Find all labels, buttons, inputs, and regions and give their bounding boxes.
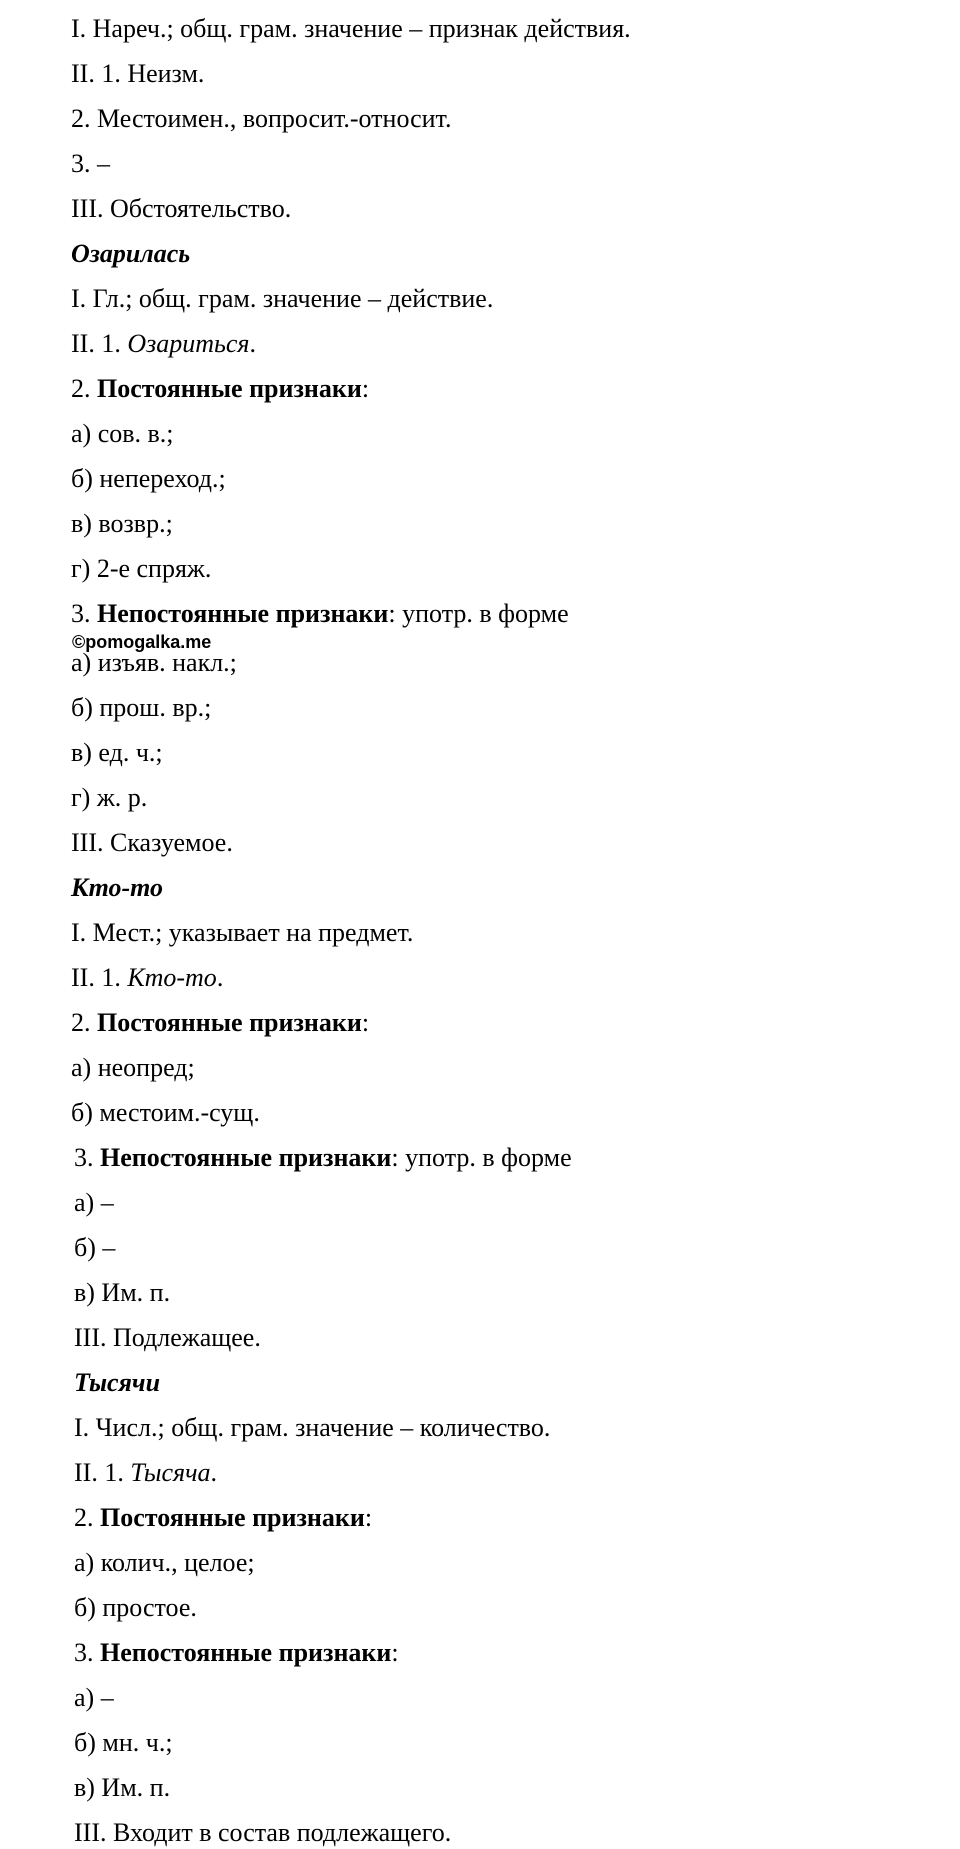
analysis-line: 3. –: [71, 149, 110, 178]
section-label: Постоянные признаки: [97, 1008, 362, 1037]
line-prefix: 2.: [71, 374, 97, 403]
analysis-line: б) мн. ч.;: [74, 1728, 173, 1757]
analysis-line: а) неопред;: [71, 1053, 195, 1082]
word-heading: Кто-то: [71, 873, 164, 902]
analysis-line: [74, 1143, 572, 1173]
analysis-line: I. Числ.; общ. грам. значение – количество.: [74, 1413, 551, 1442]
analysis-line: III. Сказуемое.: [71, 828, 233, 857]
analysis-line: а) колич., целое;: [74, 1548, 255, 1577]
analysis-line: III. Обстоятельство.: [71, 194, 292, 223]
analysis-line: I. Мест.; указывает на предмет.: [71, 918, 414, 947]
analysis-line: а) –: [74, 1683, 114, 1712]
analysis-line: [71, 1008, 369, 1038]
watermark: ©pomogalka.me: [72, 632, 212, 652]
analysis-line: а) изъяв. накл.;: [71, 648, 237, 677]
line-prefix: 2.: [71, 1008, 97, 1037]
analysis-line: а) –: [74, 1188, 114, 1217]
analysis-line: г) 2-е спряж.: [71, 554, 212, 583]
analysis-line: I. Нареч.; общ. грам. значение – признак действия.: [71, 14, 631, 43]
line-prefix: II. 1.: [71, 963, 128, 992]
analysis-line: б) простое.: [74, 1593, 197, 1622]
section-label: Постоянные признаки: [97, 374, 362, 403]
line-prefix: 2.: [74, 1503, 100, 1532]
analysis-line: [71, 599, 569, 629]
line-suffix: :: [361, 1008, 370, 1037]
analysis-line: в) Им. п.: [74, 1773, 171, 1802]
analysis-line: б) прош. вр.;: [71, 693, 212, 722]
line-prefix: 3.: [74, 1143, 100, 1172]
line-suffix: .: [210, 1458, 217, 1487]
line-prefix: II. 1.: [71, 329, 128, 358]
analysis-line: б) –: [74, 1233, 116, 1262]
analysis-line: в) ед. ч.;: [71, 738, 163, 767]
analysis-line: г) ж. р.: [71, 783, 148, 812]
line-suffix: :: [364, 1503, 373, 1532]
line-suffix: :: [391, 1638, 399, 1667]
analysis-line: [74, 1503, 372, 1533]
analysis-line: III. Входит в состав подлежащего.: [74, 1818, 452, 1847]
analysis-line: б) местоим.-сущ.: [71, 1098, 260, 1127]
section-label: Постоянные признаки: [100, 1503, 365, 1532]
initial-form: Тысяча: [130, 1458, 211, 1487]
initial-form: Озариться: [127, 329, 250, 358]
section-label: Непостоянные признаки: [100, 1638, 392, 1667]
analysis-line: в) Им. п.: [74, 1278, 171, 1307]
analysis-line: [74, 1458, 217, 1488]
line-prefix: 3.: [71, 599, 97, 628]
line-suffix: : употр. в форме: [391, 1143, 572, 1172]
line-prefix: 3.: [74, 1638, 100, 1667]
line-suffix: .: [216, 963, 224, 992]
analysis-line: I. Гл.; общ. грам. значение – действие.: [71, 284, 494, 313]
line-prefix: II. 1.: [74, 1458, 131, 1487]
section-label: Непостоянные признаки: [100, 1143, 392, 1172]
line-suffix: :: [361, 374, 370, 403]
analysis-line: [71, 374, 369, 404]
analysis-line: б) непереход.;: [71, 464, 226, 493]
initial-form: Кто-то: [127, 963, 217, 992]
word-heading: Озарилась: [71, 239, 191, 268]
section-label: Непостоянные признаки: [97, 599, 389, 628]
line-suffix: : употр. в форме: [388, 599, 569, 628]
analysis-line: а) сов. в.;: [71, 419, 174, 448]
analysis-line: в) возвр.;: [71, 509, 173, 538]
line-suffix: .: [249, 329, 256, 358]
analysis-line: II. 1. Неизм.: [71, 59, 205, 88]
analysis-line: 2. Местоимен., вопросит.-относит.: [71, 104, 452, 133]
analysis-line: [71, 963, 223, 993]
analysis-line: [71, 329, 256, 359]
word-heading: Тысячи: [74, 1368, 161, 1397]
analysis-line: III. Подлежащее.: [74, 1323, 261, 1352]
analysis-line: [74, 1638, 399, 1668]
